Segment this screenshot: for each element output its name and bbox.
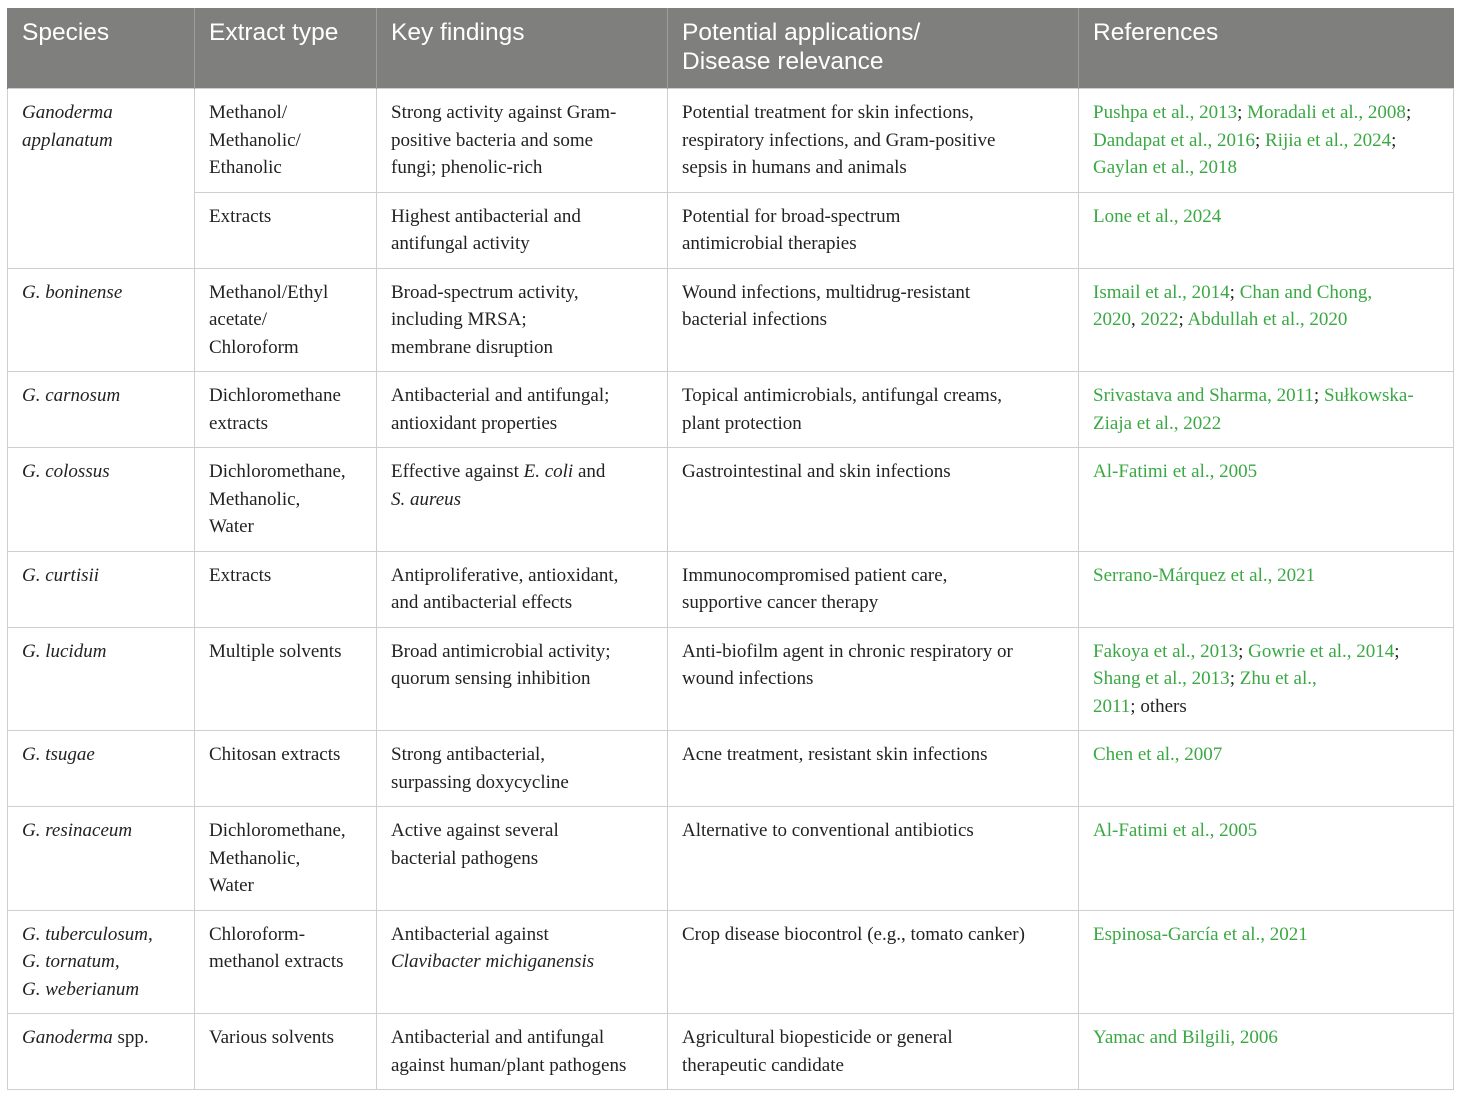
references-tail: ; others [1130, 695, 1187, 717]
table-row [8, 910, 1454, 1014]
organism-name: E. coli [523, 461, 574, 482]
species-cell: G. tsugae [8, 731, 195, 807]
table-row [8, 551, 1454, 627]
table-row [8, 89, 1454, 193]
reference-link[interactable]: Srivastava and Sharma, 2011 [1093, 385, 1314, 406]
reference-link[interactable]: Chen et al., 2007 [1093, 744, 1223, 765]
table-row [8, 731, 1454, 807]
extract-cell: Various solvents [195, 1014, 377, 1090]
reference-link[interactable]: Gowrie et al., 2014 [1248, 640, 1395, 662]
species-cell: G. tuberculosum, G. tornatum, G. weberianum [8, 910, 195, 1014]
references-cell: Fakoya et al., 2013; Gowrie et al., 2014; Shang et al., 2013; Zhu et al., 2011; others [1079, 627, 1454, 731]
reference-link[interactable]: Al-Fatimi et al., 2005 [1093, 820, 1258, 841]
findings-cell: Strong antibacterial, surpassing doxycycline [377, 731, 668, 807]
extract-cell: Chloroform- methanol extracts [195, 910, 377, 1014]
species-cell: G. curtisii [8, 551, 195, 627]
extract-cell: Chitosan extracts [195, 731, 377, 807]
species-cell: Ganoderma applanatum [8, 89, 195, 269]
findings-cell [377, 910, 668, 1014]
genus-name: Ganoderma [22, 1027, 113, 1048]
references-cell: Srivastava and Sharma, 2011; Sułkowska- Ziaja et al., 2022 [1079, 372, 1454, 448]
findings-text: Antibacterial against [391, 923, 549, 945]
extract-cell: Methanol/ Methanolic/ Ethanolic [195, 89, 377, 193]
reference-link[interactable]: Chan and Chong, 2020 [1093, 281, 1373, 330]
applications-cell: Crop disease biocontrol (e.g., tomato canker) [668, 910, 1079, 1014]
table-row [8, 807, 1454, 911]
table-row [8, 268, 1454, 372]
findings-text: and [573, 461, 606, 482]
applications-cell: Gastrointestinal and skin infections [668, 448, 1079, 552]
extract-cell: Dichloromethane, Methanolic, Water [195, 448, 377, 552]
table-row [8, 1014, 1454, 1090]
header-key-findings: Key findings [377, 8, 668, 89]
references-cell [1079, 910, 1454, 1014]
header-species: Species [8, 8, 195, 89]
applications-cell: Potential for broad-spectrum antimicrobial therapies [668, 192, 1079, 268]
table-row [8, 448, 1454, 552]
findings-cell: Highest antibacterial and antifungal activity [377, 192, 668, 268]
species-cell: G. colossus [8, 448, 195, 552]
extract-cell: Methanol/Ethyl acetate/ Chloroform [195, 268, 377, 372]
reference-link[interactable]: Abdullah et al., 2020 [1187, 309, 1348, 330]
species-cell [8, 1014, 195, 1090]
species-cell: G. lucidum [8, 627, 195, 731]
findings-text: Effective against [391, 461, 524, 482]
references-cell [1079, 448, 1454, 552]
reference-link[interactable]: Shang et al., 2013 [1093, 668, 1230, 689]
organism-name: S. aureus [391, 488, 462, 510]
findings-cell: Broad-spectrum activity, including MRSA; membrane disruption [377, 268, 668, 372]
applications-cell: Alternative to conventional antibiotics [668, 807, 1079, 911]
applications-cell: Anti-biofilm agent in chronic respiratory or wound infections [668, 627, 1079, 731]
applications-cell: Acne treatment, resistant skin infections [668, 731, 1079, 807]
species-cell: G. resinaceum [8, 807, 195, 911]
applications-cell: Potential treatment for skin infections, respiratory infections, and Gram-positive sepsis in humans and animals [668, 89, 1079, 193]
organism-name: Clavibacter michiganensis [391, 951, 595, 972]
reference-link[interactable]: Zhu et al., 2011 [1093, 668, 1317, 717]
species-cell: G. boninense [8, 268, 195, 372]
reference-link[interactable]: Fakoya et al., 2013 [1093, 640, 1239, 662]
findings-cell: Active against several bacterial pathogens [377, 807, 668, 911]
reference-link[interactable]: Pushpa et al., 2013 [1093, 102, 1238, 123]
findings-cell [377, 448, 668, 552]
extract-cell: Dichloromethane extracts [195, 372, 377, 448]
extract-cell: Dichloromethane, Methanolic, Water [195, 807, 377, 911]
findings-cell: Broad antimicrobial activity; quorum sensing inhibition [377, 627, 668, 731]
references-cell [1079, 807, 1454, 911]
reference-link[interactable]: Rijia et al., 2024 [1265, 129, 1392, 151]
reference-link[interactable]: Ismail et al., 2014 [1093, 281, 1230, 303]
findings-cell: Strong activity against Gram- positive bacteria and some fungi; phenolic-rich [377, 89, 668, 193]
reference-link[interactable]: Al-Fatimi et al., 2005 [1093, 461, 1258, 482]
findings-cell: Antibacterial and antifungal against human/plant pathogens [377, 1014, 668, 1090]
references-cell: Pushpa et al., 2013; Moradali et al., 2008; Dandapat et al., 2016; Rijia et al., 2024; Gaylan et al., 2018 [1079, 89, 1454, 193]
table-row [8, 372, 1454, 448]
reference-link[interactable]: Dandapat et al., 2016 [1093, 129, 1255, 151]
reference-link[interactable]: Moradali et al., 2008 [1247, 102, 1406, 123]
reference-link[interactable]: Sułkowska- Ziaja et al., 2022 [1093, 385, 1414, 434]
references-cell [1079, 731, 1454, 807]
reference-link[interactable]: Serrano-Márquez et al., 2021 [1093, 564, 1316, 586]
header-extract-type: Extract type [195, 8, 377, 89]
antimicrobial-table [7, 8, 1454, 1090]
applications-cell: Agricultural biopesticide or general therapeutic candidate [668, 1014, 1079, 1090]
references-cell [1079, 1014, 1454, 1090]
header-references: References [1079, 8, 1454, 89]
header-row [8, 8, 1454, 89]
references-cell: Ismail et al., 2014; Chan and Chong, 2020, 2022; Abdullah et al., 2020 [1079, 268, 1454, 372]
findings-cell: Antibacterial and antifungal; antioxidant properties [377, 372, 668, 448]
species-cell: G. carnosum [8, 372, 195, 448]
references-cell [1079, 551, 1454, 627]
references-cell [1079, 192, 1454, 268]
extract-cell: Multiple solvents [195, 627, 377, 731]
reference-link[interactable]: Gaylan et al., 2018 [1093, 157, 1238, 178]
reference-link[interactable]: Yamac and Bilgili, 2006 [1093, 1027, 1278, 1048]
findings-cell: Antiproliferative, antioxidant, and antibacterial effects [377, 551, 668, 627]
applications-cell: Wound infections, multidrug-resistant bacterial infections [668, 268, 1079, 372]
applications-cell: Topical antimicrobials, antifungal creams, plant protection [668, 372, 1079, 448]
reference-link[interactable]: 2022 [1140, 309, 1179, 330]
species-suffix: spp. [112, 1027, 149, 1048]
reference-link[interactable]: Lone et al., 2024 [1093, 205, 1222, 227]
table-row [8, 192, 1454, 268]
table-row [8, 627, 1454, 731]
extract-cell: Extracts [195, 192, 377, 268]
applications-cell: Immunocompromised patient care, supportive cancer therapy [668, 551, 1079, 627]
reference-link[interactable]: Espinosa-García et al., 2021 [1093, 923, 1308, 945]
extract-cell: Extracts [195, 551, 377, 627]
header-applications: Potential applications/ Disease relevance [668, 8, 1079, 89]
